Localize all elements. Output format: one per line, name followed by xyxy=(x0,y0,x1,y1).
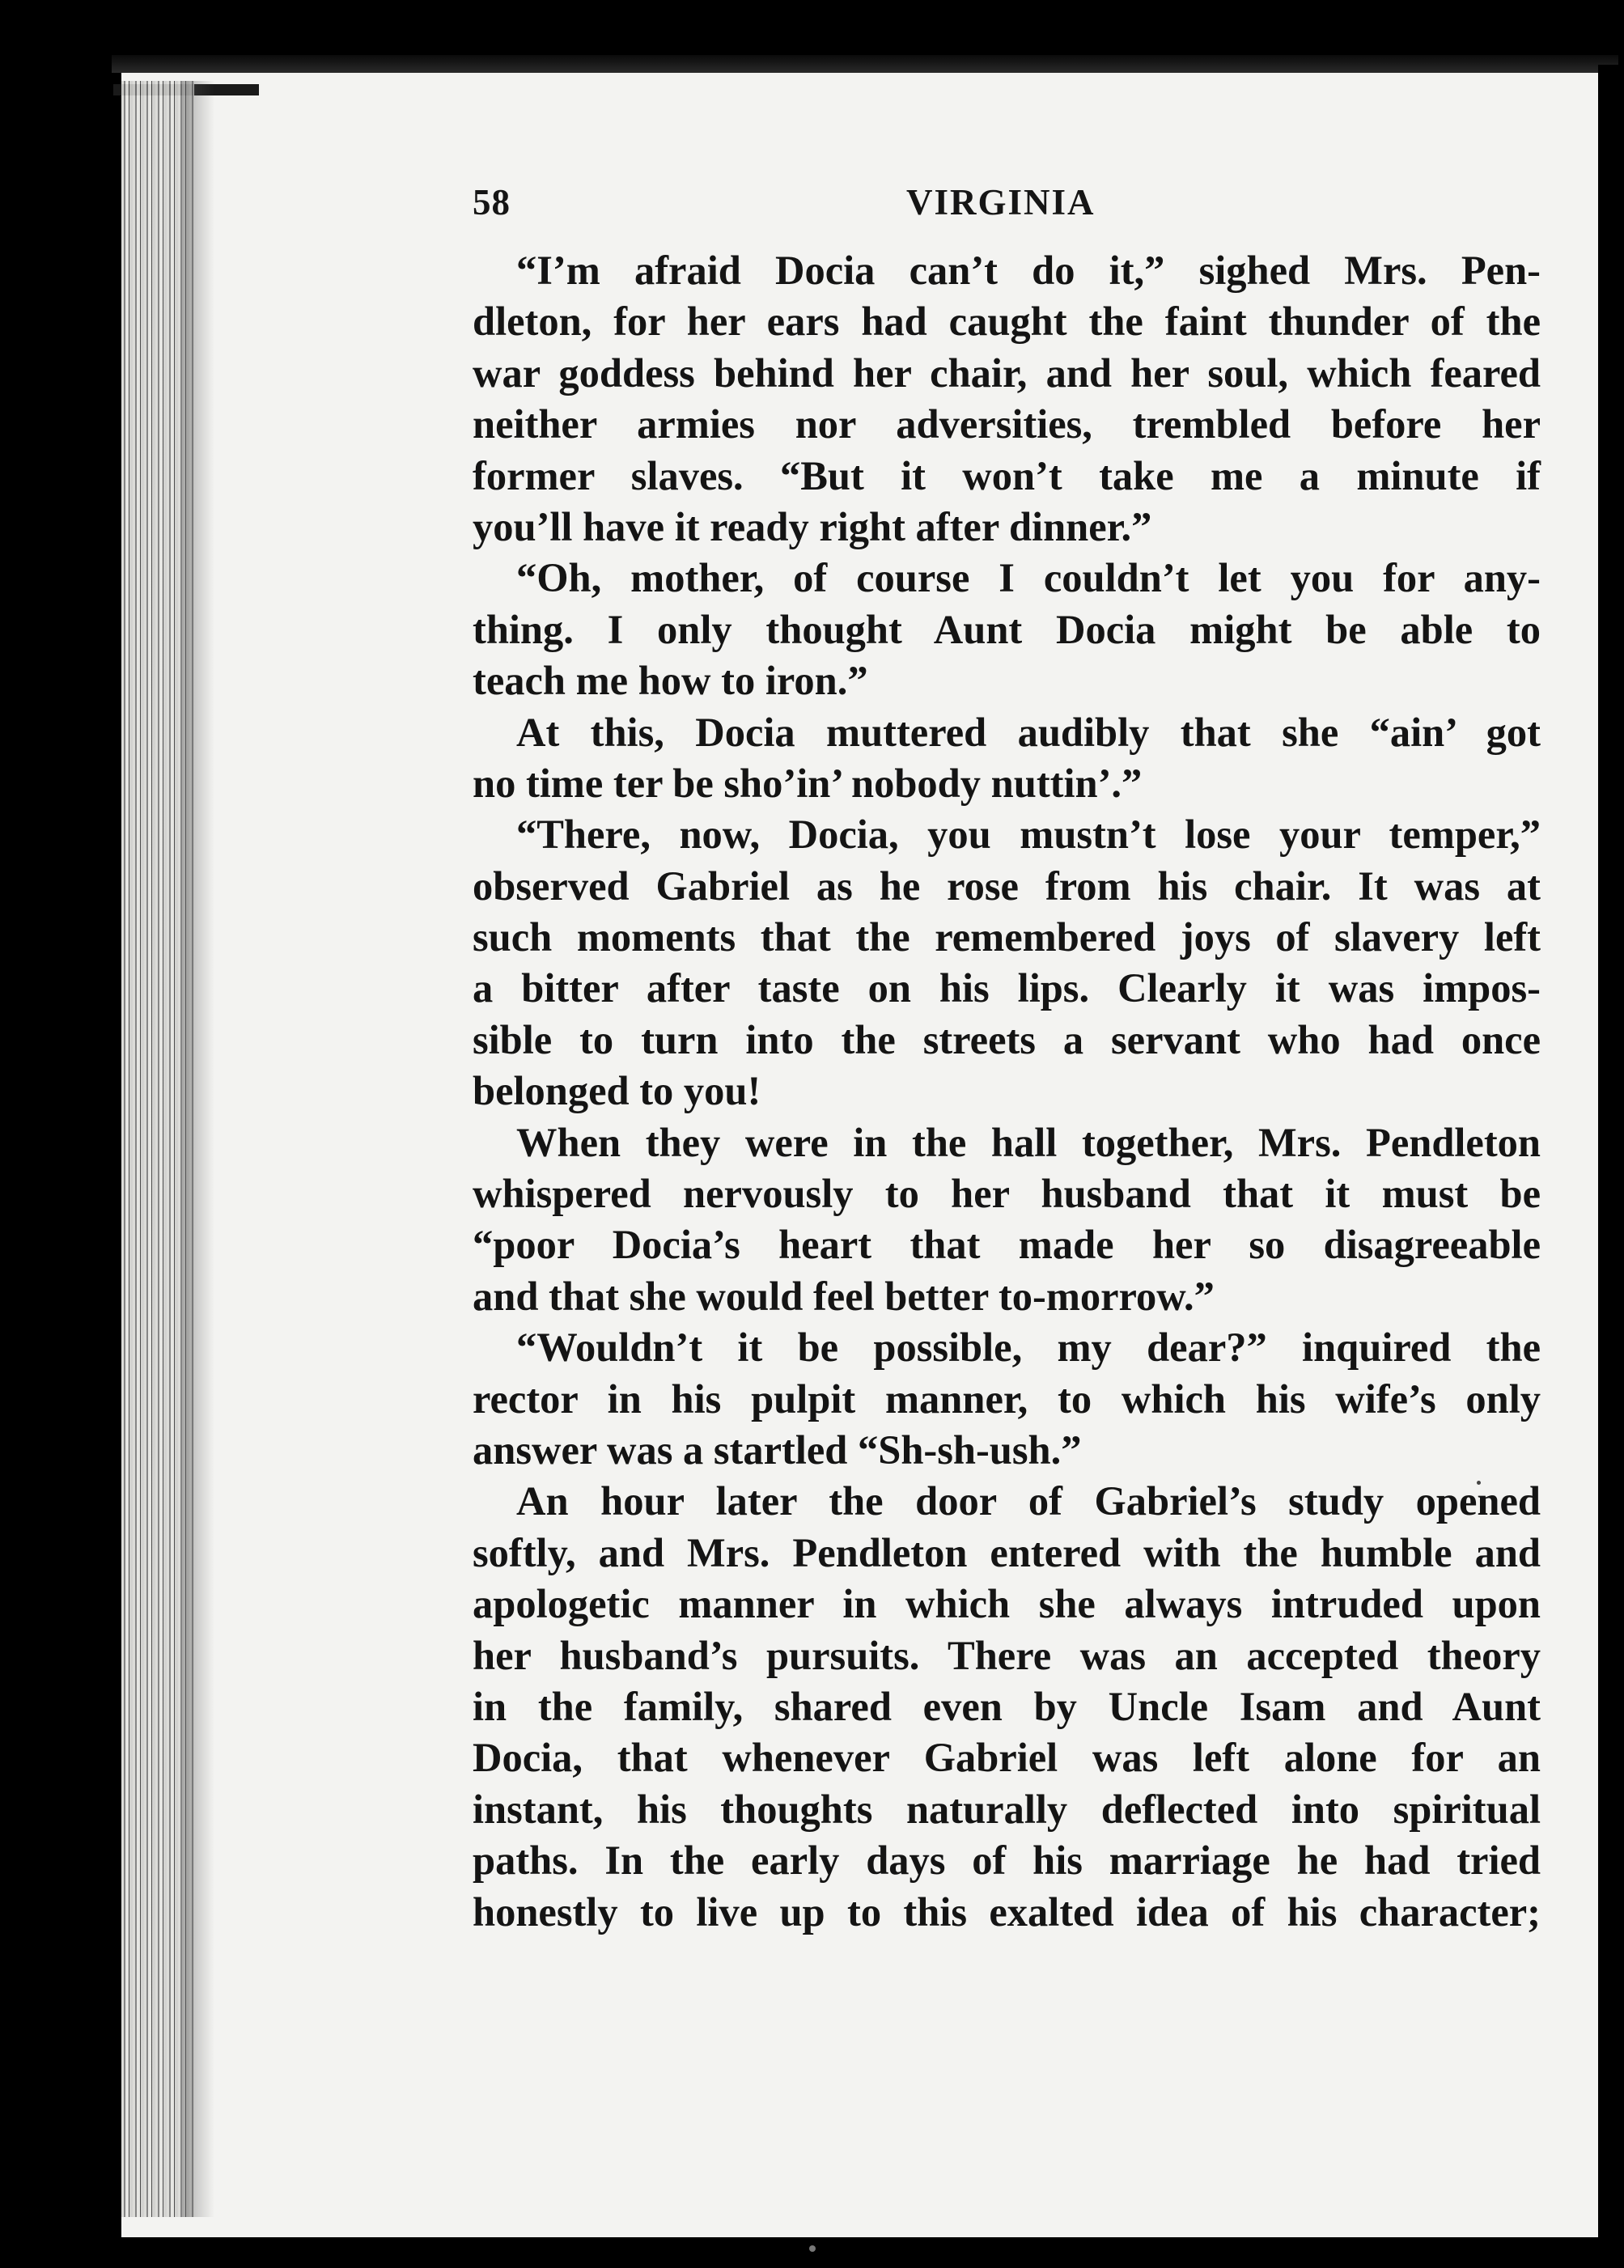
text-line: thing. I only thought Aunt Docia might be able to xyxy=(473,606,1541,652)
running-title: VIRGINIA xyxy=(906,182,1096,223)
text-line: At this, Docia muttered audibly that she “ain’ got xyxy=(516,709,1541,755)
text-line: such moments that the remembered joys of slavery left xyxy=(473,914,1541,960)
text-line: sible to turn into the streets a servant who had once xyxy=(473,1016,1541,1062)
text-line: paths. In the early days of his marriage he had tried xyxy=(473,1838,1541,1884)
text-line: whispered nervously to her husband that it must be xyxy=(473,1171,1541,1217)
text-line: teach me how to iron.” xyxy=(473,658,868,704)
right-margin-dark xyxy=(1598,65,1624,2249)
text-line: apologetic manner in which she always intruded upon xyxy=(473,1581,1541,1627)
page-number: 58 xyxy=(473,182,511,223)
text-line: you’ll have it ready right after dinner.” xyxy=(473,503,1152,549)
text-line: belonged to you! xyxy=(473,1068,761,1114)
text-line: war goddess behind her chair, and her soul, which feared xyxy=(473,350,1541,396)
text-line: instant, his thoughts naturally deflected into spiritual xyxy=(473,1786,1541,1832)
text-line: in the family, shared even by Uncle Isam and Aunt xyxy=(473,1683,1541,1729)
text-line: neither armies nor adversities, trembled before her xyxy=(473,401,1541,447)
text-line: honestly to live up to this exalted idea of his character; xyxy=(473,1889,1541,1935)
text-line: “Oh, mother, of course I couldn’t let you for any- xyxy=(516,555,1541,601)
text-line: former slaves. “But it won’t take me a minute if xyxy=(473,452,1541,498)
text-line: answer was a startled “Sh-sh-ush.” xyxy=(473,1427,1082,1473)
text-line: “There, now, Docia, you mustn’t lose your temper,” xyxy=(516,812,1541,858)
running-head xyxy=(473,181,1541,230)
text-line: Docia, that whenever Gabriel was left alone for an xyxy=(473,1735,1541,1781)
text-line: “poor Docia’s heart that made her so disagreeable xyxy=(473,1222,1541,1268)
text-line: softly, and Mrs. Pendleton entered with the humble and xyxy=(473,1529,1541,1575)
text-line: a bitter after taste on his lips. Clearly it was impos- xyxy=(473,965,1541,1011)
text-line: When they were in the hall together, Mrs. Pendleton xyxy=(516,1119,1541,1165)
scan-mark xyxy=(809,2245,816,2252)
text-line: and that she would feel better to-morrow.” xyxy=(473,1273,1215,1319)
text-line: no time ter be sho’in’ nobody nuttin’.” xyxy=(473,760,1143,806)
gutter-shadow xyxy=(182,81,214,2217)
text-line: “Wouldn’t it be possible, my dear?” inquired the xyxy=(516,1325,1541,1371)
body-text xyxy=(473,245,1541,1938)
text-line: rector in his pulpit manner, to which his wife’s only xyxy=(473,1376,1541,1422)
text-line: An hour later the door of Gabriel’s study opened xyxy=(516,1478,1541,1524)
book-top-edge xyxy=(112,55,1618,73)
text-line: dleton, for her ears had caught the faint thunder of the xyxy=(473,299,1541,345)
text-line: observed Gabriel as he rose from his chair. It was at xyxy=(473,863,1541,909)
text-line: her husband’s pursuits. There was an accepted theory xyxy=(473,1632,1541,1678)
text-line: “I’m afraid Docia can’t do it,” sighed Mrs. Pen- xyxy=(516,248,1541,293)
